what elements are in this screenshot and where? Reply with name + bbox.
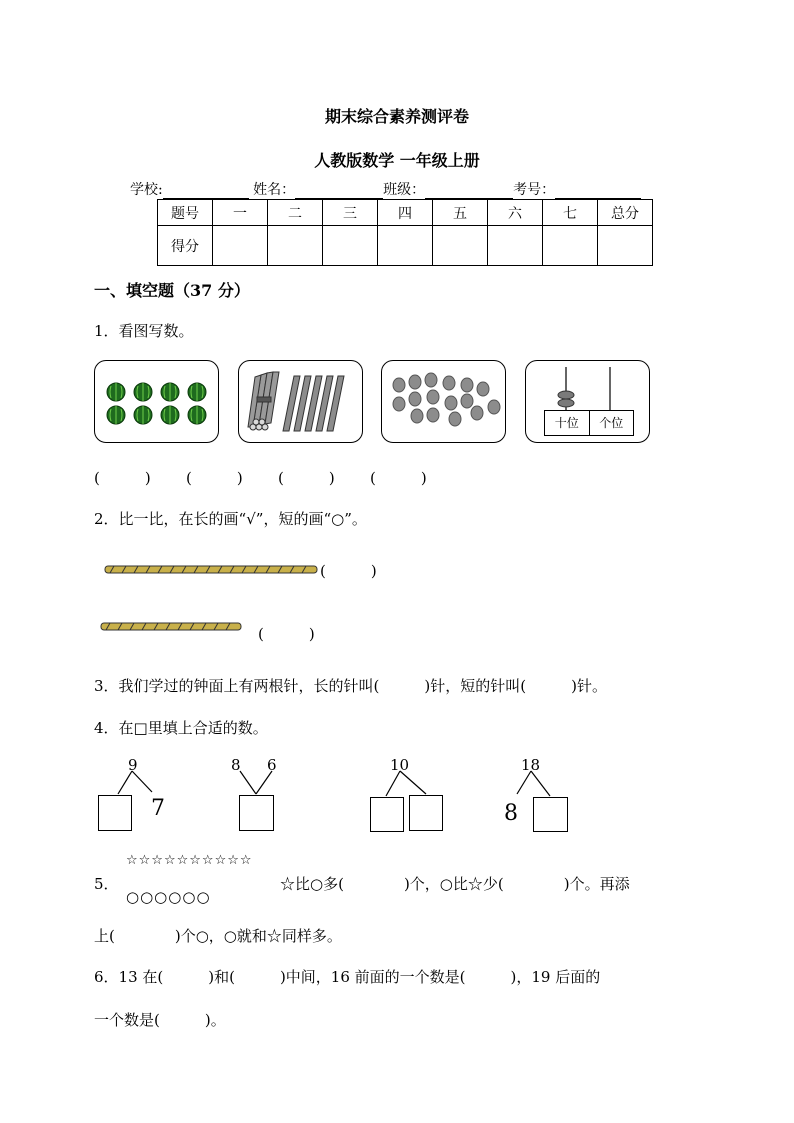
score-header-cell: 六 [488, 200, 543, 226]
score-header-cell: 一 [213, 200, 268, 226]
score-table-score-row [158, 226, 653, 266]
tree4-top-number: 18 [521, 756, 541, 774]
watermelon-picture [94, 360, 219, 443]
question-3-text: 3．我们学过的钟面上有两根针，长的针叫( )针，短的针叫( )针。 [94, 677, 607, 695]
tens-label: 十位 [545, 411, 590, 435]
q1-answer-blank[interactable]: ( ) [370, 469, 427, 487]
q1-answer-blank[interactable]: ( ) [186, 469, 243, 487]
watermelons-icon [95, 361, 218, 442]
student-info-line [130, 179, 641, 199]
score-cell[interactable] [378, 226, 433, 266]
q1-answer-blank[interactable]: ( ) [94, 469, 151, 487]
score-cell[interactable] [323, 226, 378, 266]
circles-row: ○○○○○○ [126, 888, 211, 906]
score-header-cell: 四 [378, 200, 433, 226]
tree4-known-number: 8 [504, 801, 518, 826]
score-header-cell: 五 [433, 200, 488, 226]
question-1-text: 1．看图写数。 [94, 322, 194, 340]
tree1-known-number: 7 [151, 796, 165, 821]
score-cell[interactable] [268, 226, 323, 266]
score-header-cell: 三 [323, 200, 378, 226]
question-5-line1: ☆比○多( )个，○比☆少( )个。再添 [280, 875, 630, 893]
tree3-top-number: 10 [390, 756, 410, 774]
q2-answer-blank[interactable]: ( ) [320, 562, 377, 580]
dots-picture [381, 360, 506, 443]
score-cell[interactable] [433, 226, 488, 266]
score-header-cell: 总分 [598, 200, 653, 226]
question-5-line2: 上( )个○，○就和☆同样多。 [94, 927, 342, 945]
number-bond-lines [90, 760, 590, 840]
name-field[interactable] [295, 184, 383, 199]
school-label: 学校: [130, 182, 163, 198]
score-header-cell: 题号 [158, 200, 213, 226]
tree2-left-number: 8 [231, 756, 241, 774]
score-cell[interactable] [598, 226, 653, 266]
score-cell[interactable] [488, 226, 543, 266]
score-row-label: 得分 [158, 226, 213, 266]
answer-box[interactable] [533, 797, 568, 832]
sticks-icon [239, 361, 362, 442]
score-table [157, 199, 653, 266]
exam-no-label: 考号： [513, 182, 556, 198]
question-4-text: 4．在□里填上合适的数。 [94, 719, 268, 737]
question-5-number: 5． [94, 875, 119, 893]
dots-icon [382, 361, 505, 442]
answer-box[interactable] [409, 795, 443, 831]
name-label: 姓名： [253, 182, 296, 198]
section-heading: 一、填空题（37 分） [94, 281, 250, 300]
answer-box[interactable] [370, 797, 404, 832]
abacus-picture [525, 360, 650, 443]
stars-row: ☆☆☆☆☆☆☆☆☆☆ [126, 853, 253, 868]
class-label: 班级： [383, 182, 426, 198]
question-2-text: 2．比一比，在长的画“√”，短的画“○”。 [94, 510, 367, 528]
tree1-top-number: 9 [128, 756, 138, 774]
tree2-right-number: 6 [267, 756, 277, 774]
question-6-line2: 一个数是( )。 [94, 1011, 226, 1029]
long-rope-icon [104, 564, 318, 576]
score-table-header-row [158, 200, 653, 226]
exam-no-field[interactable] [555, 184, 641, 199]
question-6-line1: 6．13 在( )和( )中间，16 前面的一个数是( )，19 后面的 [94, 968, 601, 986]
score-cell[interactable] [213, 226, 268, 266]
class-field[interactable] [425, 184, 513, 199]
answer-box[interactable] [239, 795, 274, 831]
ones-label: 个位 [599, 416, 624, 430]
short-rope-icon [100, 621, 242, 633]
q2-answer-blank[interactable]: ( ) [258, 625, 315, 643]
score-cell[interactable] [543, 226, 598, 266]
abacus-place-labels [544, 410, 634, 436]
school-field[interactable] [163, 184, 249, 199]
score-header-cell: 二 [268, 200, 323, 226]
sticks-picture [238, 360, 363, 443]
page-subtitle: 人教版数学 一年级上册 [314, 151, 480, 170]
page-title: 期末综合素养测评卷 [324, 107, 469, 126]
answer-box[interactable] [98, 795, 132, 831]
score-header-cell: 七 [543, 200, 598, 226]
q1-answer-blank[interactable]: ( ) [278, 469, 335, 487]
